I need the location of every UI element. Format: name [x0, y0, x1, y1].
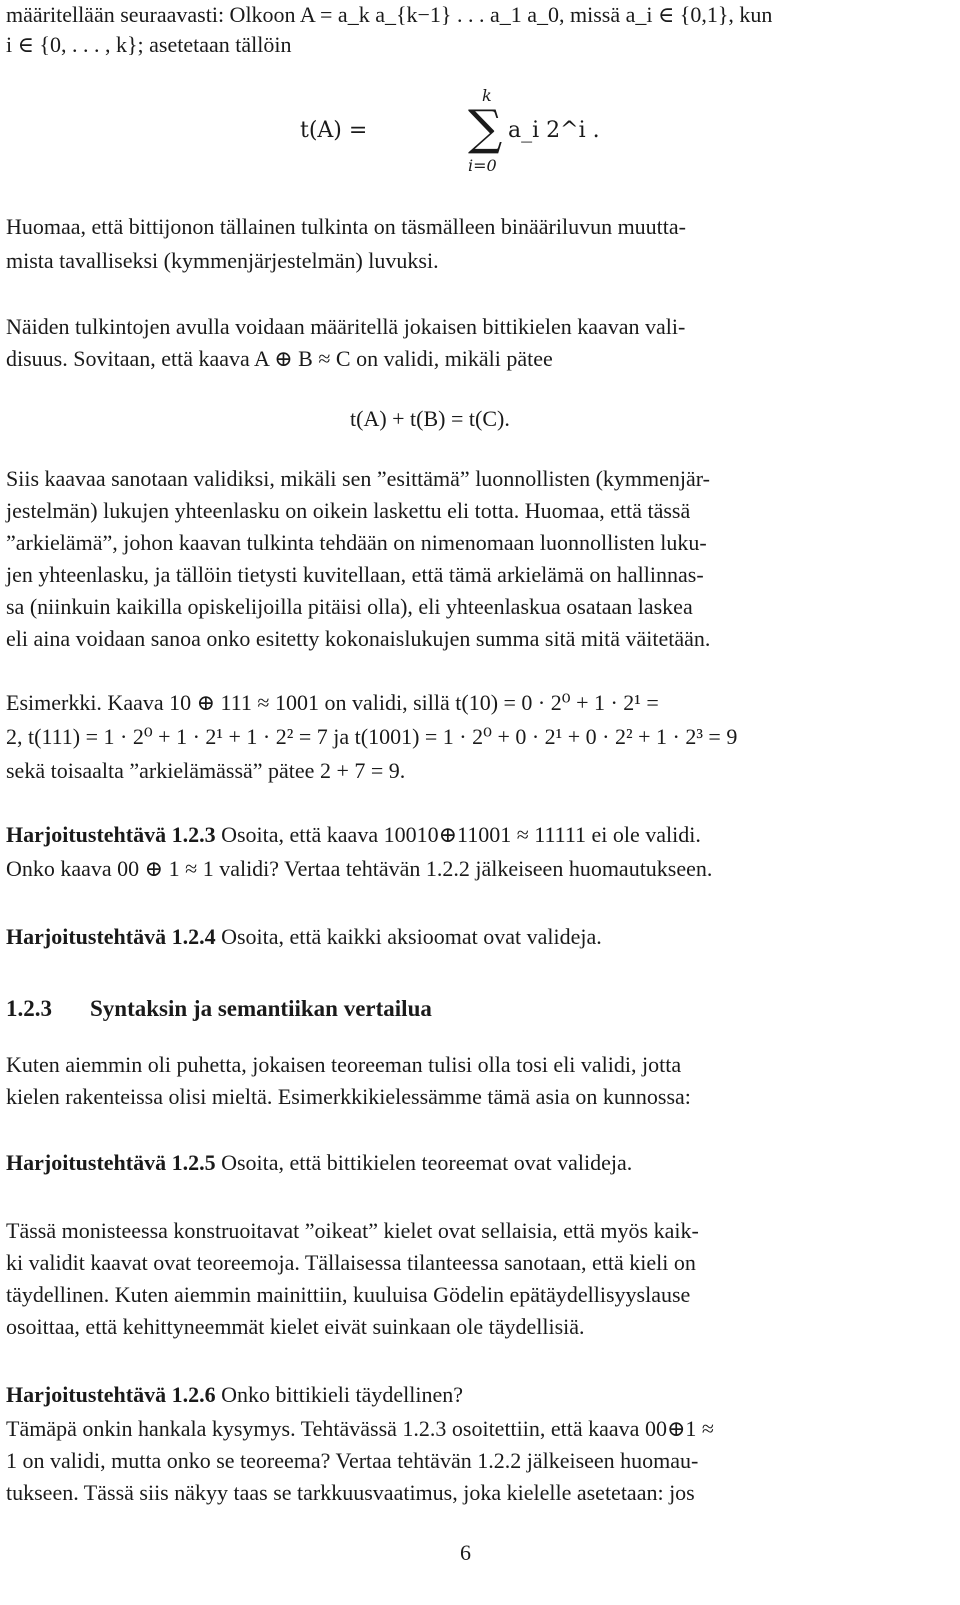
text-line: 1 on validi, mutta onko se teoreema? Vertaa tehtävän 1.2.2 jälkeiseen huomau- [6, 1448, 699, 1473]
exercise-1-2-5 [6, 1148, 632, 1178]
exercise-1-2-4 [6, 922, 602, 952]
text-line: tukseen. Tässä siis näkyy taas se tarkkuusvaatimus, joka kielelle asetetaan: jos [6, 1480, 695, 1505]
exercise-text: Osoita, että bittikielen teoreemat ovat valideja. [215, 1150, 633, 1175]
example-line: Esimerkki. Kaava 10 ⊕ 111 ≈ 1001 on validi, sillä t(10) = 0 · 2⁰ + 1 · 2¹ = [6, 690, 659, 715]
text-line: Kuten aiemmin oli puhetta, jokaisen teoreeman tulisi olla tosi eli validi, jotta [6, 1052, 682, 1077]
text-line: Tämäpä onkin hankala kysymys. Tehtävässä 1.2.3 osoitettiin, että kaava 00⊕1 ≈ [6, 1416, 714, 1441]
text-line: Näiden tulkintojen avulla voidaan määritellä jokaisen bittikielen kaavan vali- [6, 314, 686, 339]
exercise-1-2-6 [6, 1380, 463, 1410]
text-line: täydellinen. Kuten aiemmin mainittiin, kuuluisa Gödelin epätäydellisyyslause [6, 1282, 691, 1307]
sum-lhs: t(A) = [300, 118, 368, 143]
text-line: Onko kaava 00 ⊕ 1 ≈ 1 validi? Vertaa tehtävän 1.2.2 jälkeiseen huomautukseen. [6, 856, 713, 881]
text-line: ki validit kaavat ovat teoreemoja. Tällaisessa tilanteessa sanotaan, että kieli on [6, 1250, 696, 1275]
text-line: sa (niinkuin kaikilla opiskelijoilla pitäisi olla), eli yhteenlaskua osataan laskea [6, 594, 693, 619]
sum-equation [300, 86, 600, 186]
example-line: 2, t(111) = 1 · 2⁰ + 1 · 2¹ + 1 · 2² = 7 ja t(1001) = 1 · 2⁰ + 0 · 2¹ + 0 · 2² + 1 · 2³ = 9 [6, 724, 738, 749]
exercise-text: Osoita, että kaava 10010⊕11001 ≈ 11111 ei ole validi. [215, 822, 701, 847]
exercise-text: Osoita, että kaikki aksioomat ovat valideja. [215, 924, 602, 949]
text-line: disuus. Sovitaan, että kaava A ⊕ B ≈ C on validi, mikäli pätee [6, 346, 553, 371]
example-line: sekä toisaalta ”arkielämässä” pätee 2 + 7 = 9. [6, 758, 406, 783]
section-title: Syntaksin ja semantiikan vertailua [90, 996, 432, 1021]
sum-upper-limit: k [482, 86, 492, 105]
sum-lower-limit: i=0 [468, 156, 497, 175]
equation-sum-validity: t(A) + t(B) = t(C). [350, 406, 510, 431]
text-line: ”arkielämä”, johon kaavan tulkinta tehdään on nimenomaan luonnollisten luku- [6, 530, 707, 555]
text-line: jen yhteenlasku, ja tällöin tietysti kuvitellaan, että tämä arkielämä on hallinnas- [6, 562, 704, 587]
exercise-label: Harjoitustehtävä 1.2.4 [6, 924, 216, 949]
text-line: jestelmän) lukujen yhteenlasku on oikein laskettu eli totta. Huomaa, että tässä [6, 498, 691, 523]
text-line: Siis kaavaa sanotaan validiksi, mikäli sen ”esittämä” luonnollisten (kymmenjär- [6, 466, 710, 491]
exercise-text: Onko bittikieli täydellinen? [215, 1382, 464, 1407]
text-line: mista tavalliseksi (kymmenjärjestelmän) luvuksi. [6, 248, 439, 273]
text-line: Huomaa, että bittijonon tällainen tulkinta on täsmälleen binääriluvun muutta- [6, 214, 686, 239]
text-line: määritellään seuraavasti: Olkoon A = a_k a_{k−1} . . . a_1 a_0, missä a_i ∈ {0,1}, kun [6, 2, 773, 27]
exercise-label: Harjoitustehtävä 1.2.5 [6, 1150, 216, 1175]
sum-rhs: a_i 2^i . [508, 118, 600, 143]
text-line: Tässä monisteessa konstruoitavat ”oikeat” kielet ovat sellaisia, että myös kaik- [6, 1218, 699, 1243]
exercise-label: Harjoitustehtävä 1.2.6 [6, 1382, 216, 1407]
exercise-1-2-3 [6, 820, 701, 850]
text-line: osoittaa, että kehittyneemmät kielet eivät suinkaan ole täydellisiä. [6, 1314, 585, 1339]
section-number: 1.2.3 [6, 996, 52, 1021]
text-line: i ∈ {0, . . . , k}; asetetaan tällöin [6, 32, 292, 57]
section-heading [6, 994, 432, 1024]
text-line: eli aina voidaan sanoa onko esitetty kokonaislukujen summa sitä mitä väitetään. [6, 626, 711, 651]
page-number: 6 [460, 1540, 471, 1565]
text-line: kielen rakenteissa olisi mieltä. Esimerkkikielessämme tämä asia on kunnossa: [6, 1084, 691, 1109]
exercise-label: Harjoitustehtävä 1.2.3 [6, 822, 216, 847]
sigma-symbol: ∑ [468, 100, 503, 156]
